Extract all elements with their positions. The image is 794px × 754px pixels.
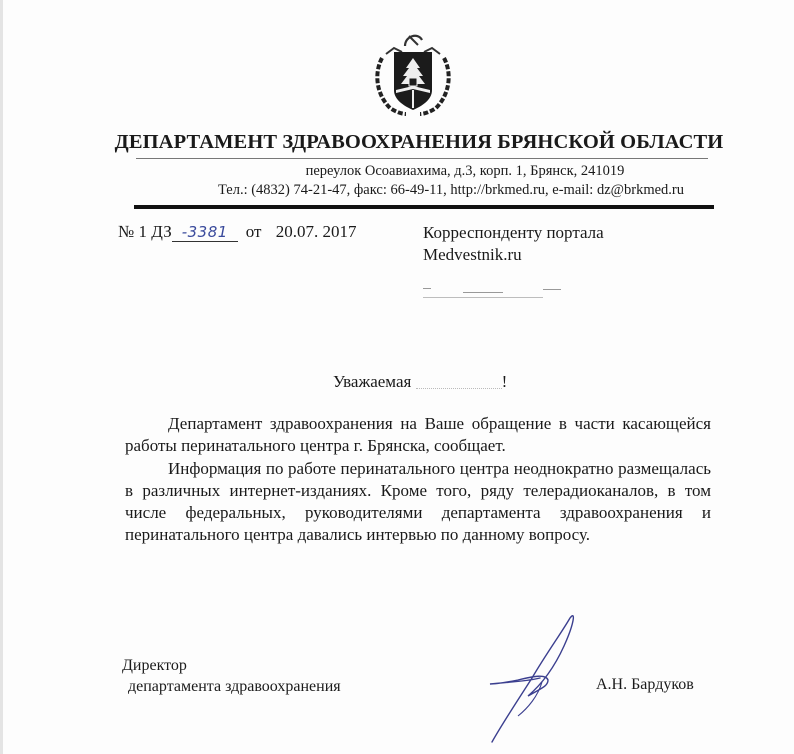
recipient-block [423,222,604,266]
redacted-addressee [416,378,502,389]
reference-date: 20.07. 2017 [275,222,357,241]
outgoing-reference [118,222,356,242]
handwritten-signature [488,612,578,747]
greeting [333,372,507,392]
organization-name: ДЕПАРТАМЕНТ ЗДРАВООХРАНЕНИЯ БРЯНСКОЙ ОБЛАСТИ [114,131,724,153]
scan-edge [0,0,3,754]
body-paragraph: Департамент здравоохранения на Ваше обращение в части касающейся работы перинатального центра г. Брянска, сообщает. [125,414,711,456]
signer-title-line-1: Директор [122,657,187,674]
greeting-end: ! [501,372,508,391]
recipient-line-2: Medvestnik.ru [423,245,522,264]
signer-name: А.Н. Бардуков [596,676,694,693]
letter-body [125,413,711,547]
redacted-recipient-name [423,286,563,300]
header-divider-thick [134,205,714,209]
header-divider-thin [136,158,708,159]
signer-title-line-2: департамента здравоохранения [128,678,341,695]
greeting-text: Уважаемая [333,372,412,391]
reference-prefix: № 1 ДЗ [118,222,172,241]
reference-from-label: от [245,222,262,241]
body-paragraph: Информация по работе перинатального центра неоднократно размещалась в различных интернет-изданиях. Кроме того, ряду телерадиоканалов, в том числе федеральных, руководителями департамента здравоохранения и перинатального центра давались интервью по данному вопросу. [125,458,711,545]
signer-title [122,655,341,697]
recipient-line-1: Корреспонденту портала [423,223,604,242]
organization-address: переулок Осоавиахима, д.3, корп. 1, Брянск, 241019 [305,163,625,179]
coat-of-arms-emblem-icon [372,28,454,118]
reference-number: -3381 [172,224,238,242]
organization-contacts: Тел.: (4832) 74-21-47, факс: 66-49-11, http://brkmed.ru, e-mail: dz@brkmed.ru [217,182,685,198]
